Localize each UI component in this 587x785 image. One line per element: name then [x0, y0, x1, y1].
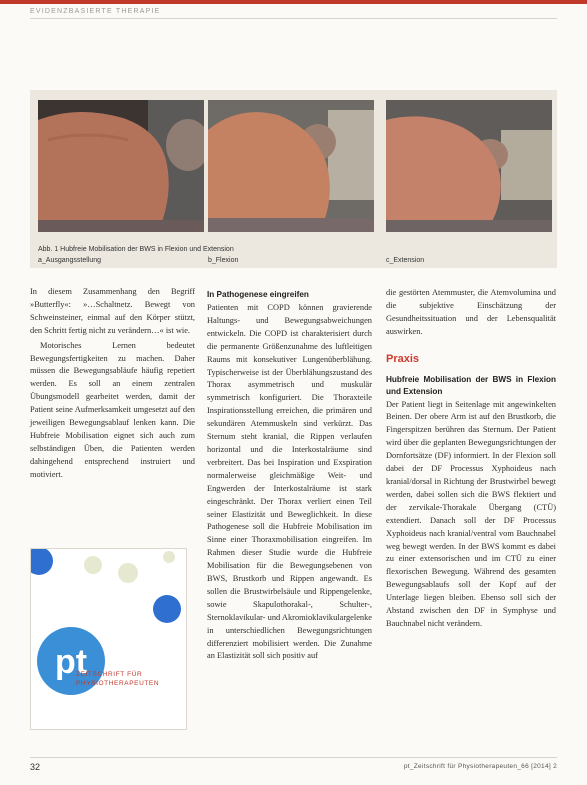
ad-tagline: [76, 670, 159, 688]
text-column-1: [30, 286, 195, 484]
figure-sublabel-b: b_Flexion: [208, 257, 239, 264]
footer-rule: [30, 757, 557, 758]
ad-tagline-line1: ZEITSCHRIFT FÜR: [76, 671, 143, 678]
journal-advertisement: [30, 548, 187, 730]
running-head: EVIDENZBASIERTE THERAPIE: [30, 8, 161, 15]
heading-pathogenesis: In Pathogenese eingreifen: [207, 290, 309, 299]
top-accent-bar: [0, 0, 587, 4]
heading-mobilisation: Hubfreie Mobilisation der BWS in Flexion und Extension: [386, 374, 556, 396]
footer-journal-citation: pt_Zeitschrift für Physiotherapeuten_66 [2014] 2: [403, 763, 557, 770]
photo-extension: [386, 100, 552, 232]
paragraph-continuation: die gestörten Atemmuster, die Atemvolumina und die subjektive Einschätzung der Gesundheitssituation und der Lebensqualität auswirken.: [386, 288, 556, 336]
ad-dot-cream-1: [84, 556, 102, 574]
paragraph-intro: In diesem Zusammenhang den Begriff »Butterfly«: »…Schaltnetz. Bewegt von Schweinsteiner, einmal auf den Körper stützt, den Schritt fertig nicht zu verändern…« ist wie.: [30, 287, 195, 335]
paragraph-pathogenesis: Patienten mit COPD können gravierende Haltungs- und Bewegungsabweichungen entwickeln. Die COPD ist charakterisiert durch die permanente Größenzunahme des luftleitigen Raums mit konsekutiver Lungenüberblähung. Typischerweise ist der Überblähungszustand des Thorax asymmetrisch und muskulär symmetrisch konfiguriert. Die Thoraxteile Inspirationsstellung erreichen, die primären und sekundären Atemmuskeln sind verkürzt. Das Sternum steht kranial, die Rippen verlaufen horizontal und die Interkostalräume sind verbreitert. Das bei Inspiration und Exspiration normalerweise gleichmäßige Weit- und Engwerden der Interkostalräume ist stark eingeschränkt. Der Thorax verliert einen Teil seiner Elastizität und Beweglichkeit. In diese Pathogenese soll die Hubfreie Mobilisation im Sinne einer Thoraxmobilisation eingreifen. Im Rahmen dieser Studie wurde die Hubfreie Mobilisation für die Bewegungsebenen von BWS, Brustkorb und Rippen angewandt. Es sollen die Brustwirbelsäule und Rippengelenke, sowie Skapulothorakal-, Schulter-, Sternoklavikular- und Akromioklavikulargelenke in unterschiedlichen Bewegungsrichtungen differenziert mobilisiert werden. Die Zunahme an Elastizität soll sich positiv auf: [207, 303, 372, 661]
figure-caption: Abb. 1 Hubfreie Mobilisation der BWS in Flexion und Extension: [38, 246, 234, 253]
ad-dot-blue-2: [153, 595, 181, 623]
figure-sublabel-a: a_Ausgangsstellung: [38, 257, 102, 264]
ad-dot-cream-3: [163, 551, 175, 563]
figure-sublabel-c: c_Extension: [386, 257, 425, 264]
section-title-praxis: Praxis: [386, 352, 420, 365]
photo-flexion: [208, 100, 374, 232]
ad-dot-blue-1: [31, 549, 53, 575]
header-rule: [30, 18, 557, 19]
photo-start-position: [38, 100, 204, 232]
ad-tagline-line2: PHYSIOTHERAPEUTEN: [76, 680, 160, 687]
text-column-2: [207, 289, 372, 665]
ad-dot-cream-2: [118, 563, 138, 583]
paragraph-mobilisation: Der Patient liegt in Seitenlage mit angewinkelten Beinen. Der obere Arm ist auf den Brustkorb, die Fingerspitzen berühren das Sternum. Der Patient wird über die geplanten Bewegungsrichtungen der Dornfortsätze (DF) informiert. In der Flexion soll dabei der DF Processus Xyphoideus nach kranial/dorsal in Richtung der Brustwirbel bewegt werden, dabei sollen sich die BWS flektiert und der zervikale-Thorakale Übergang (CTÜ) extendiert. Danach soll der DF Processus Xyphoideus nach kranial/ventral vom Bauchnabel weg bewegt werden. In der BWS kommt es dabei zu einer extensorischen und im CTÜ zu einer flexorischen Bewegung. Während des gesamten Bewegungsablaufs soll der Kopf auf der Unterlage liegen bleiben. Ebenso soll sich der Abstand zwischen den DF in Symphyse und Bauchnabel nicht verändern.: [386, 399, 556, 628]
text-column-3: [386, 287, 556, 633]
ad-graphic: [31, 549, 186, 729]
paragraph-motor-learning: Motorisches Lernen bedeutet Bewegungsfertigkeiten zu machen. Daher müssen die Bewegungsabläufe häufig repetiert werden. Es soll an einem zentralen Übungsmodell gearbeitet werden, damit der Patient seine Aufmerksamkeit umgesetzt auf den jeweiligen Bewegungsablauf lenken kann. Die Hubfreie Mobilisation eignet sich auch zum selbständigen Üben, die Patienten werden dahingehend entsprechend instruiert und motiviert.: [30, 340, 195, 479]
page-number: 32: [30, 762, 41, 772]
pt-logo-text: pt: [54, 643, 88, 681]
